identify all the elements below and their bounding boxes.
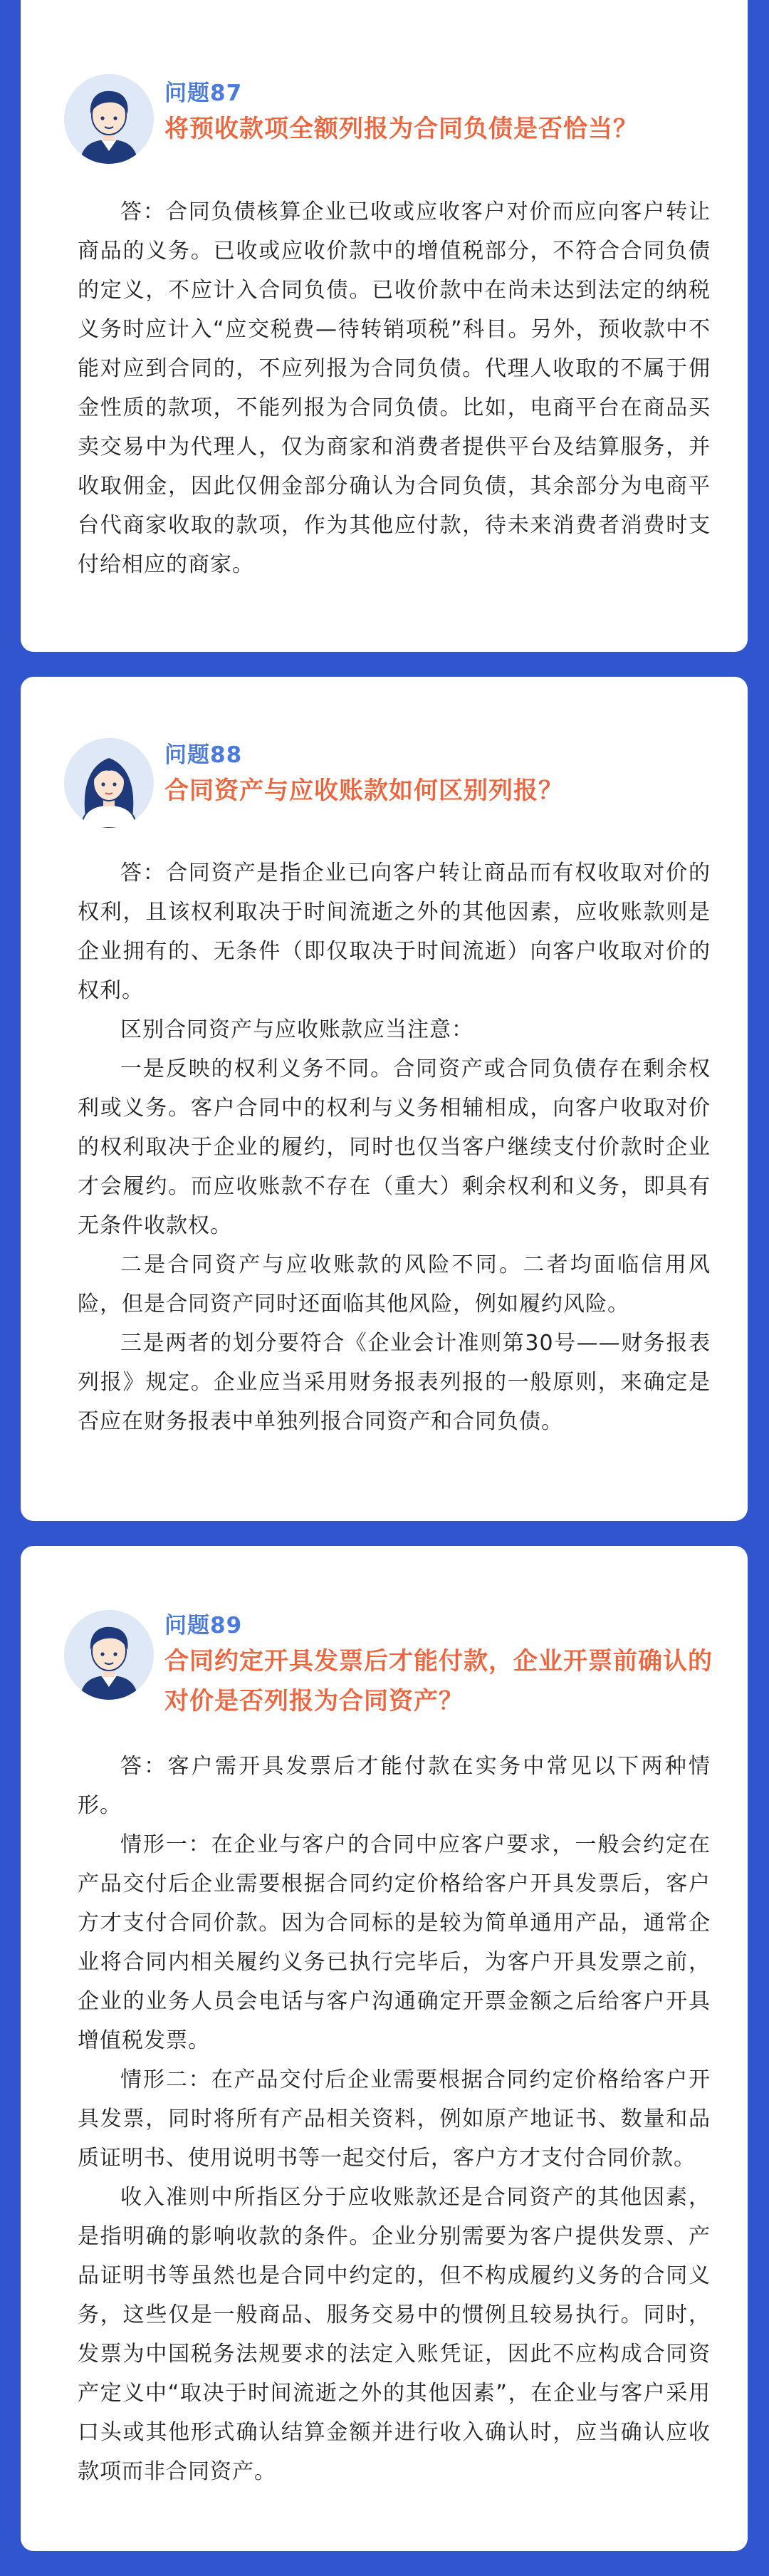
question-title: 将预收款项全额列报为合同负债是否恰当？: [164, 115, 638, 143]
question-title: 合同资产与应收账款如何区别列报？: [164, 777, 563, 805]
answer-paragraph: 二是合同资产与应收账款的风险不同。二者均面临信用风险，但是合同资产同时还面临其他风险，例如履约风险。: [78, 1252, 711, 1316]
answer-body: [78, 1747, 711, 2491]
question-header: [164, 78, 726, 149]
male-avatar-icon: [64, 74, 154, 164]
question-card-87: [21, 0, 748, 652]
question-header: [164, 739, 726, 811]
question-number: 问题87: [164, 80, 243, 106]
female-avatar-icon: [64, 738, 154, 828]
question-number: 问题88: [164, 742, 243, 768]
answer-paragraph: 情形一：在企业与客户的合同中应客户要求，一般会约定在产品交付后企业需要根据合同约定价格给客户开具发票后，客户方才支付合同价款。因为合同标的是较为简单通用产品，通常企业将合同内相关履约义务已执行完毕后，为客户开具发票之前，企业的业务人员会电话与客户沟通确定开票金额之后给客户开具增值税发票。: [78, 1832, 711, 2053]
question-card-89: [21, 1546, 748, 2551]
question-title: 合同约定开具发票后才能付款，企业开票前确认的对价是否列报为合同资产？: [164, 1647, 713, 1715]
question-number: 问题89: [164, 1613, 243, 1638]
question-header: [164, 1610, 726, 1721]
answer-paragraph: 收入准则中所指区分于应收账款还是合同资产的其他因素，是指明确的影响收款的条件。企业分别需要为客户提供发票、产品证明书等虽然也是合同中约定的，但不构成履约义务的合同义务，这些仅是一般商品、服务交易中的惯例且较易执行。同时，发票为中国税务法规要求的法定入账凭证，因此不应构成合同资产定义中“取决于时间流逝之外的其他因素”，在企业与客户采用口头或其他形式确认结算金额并进行收入确认时，应当确认应收款项而非合同资产。: [78, 2185, 711, 2484]
answer-body: [78, 192, 711, 584]
answer-paragraph: 三是两者的划分要符合《企业会计准则第30号——财务报表列报》规定。企业应当采用财务报表列报的一般原则，来确定是否应在财务报表中单独列报合同资产和合同负债。: [78, 1331, 711, 1434]
answer-paragraph: 答：合同资产是指企业已向客户转让商品而有权收取对价的权利，且该权利取决于时间流逝之外的其他因素，应收账款则是企业拥有的、无条件（即仅取决于时间流逝）向客户收取对价的权利。: [78, 861, 711, 1003]
answer-paragraph: 一是反映的权利义务不同。合同资产或合同负债存在剩余权利或义务。客户合同中的权利与义务相辅相成，向客户收取对价的权利取决于企业的履约，同时也仅当客户继续支付价款时企业才会履约。而应收账款不存在（重大）剩余权利和义务，即具有无条件收款权。: [78, 1056, 711, 1238]
answer-paragraph: 区别合同资产与应收账款应当注意：: [120, 1017, 474, 1042]
male-avatar-icon: [64, 1610, 154, 1700]
question-card-88: [21, 677, 748, 1521]
answer-paragraph: 答：合同负债核算企业已收或应收客户对价而应向客户转让商品的义务。已收或应收价款中的增值税部分，不符合合同负债的定义，不应计入合同负债。已收价款中在尚未达到法定的纳税义务时应计入“应交税费—待转销项税”科目。另外，预收款中不能对应到合同的，不应列报为合同负债。代理人收取的不属于佣金性质的款项，不能列报为合同负债。比如，电商平台在商品买卖交易中为代理人，仅为商家和消费者提供平台及结算服务，并收取佣金，因此仅佣金部分确认为合同负债，其余部分为电商平台代商家收取的款项，作为其他应付款，待未来消费者消费时支付给相应的商家。: [78, 199, 711, 577]
answer-body: [78, 853, 711, 1441]
answer-paragraph: 情形二：在产品交付后企业需要根据合同约定价格给客户开具发票，同时将所有产品相关资料，例如原产地证书、数量和品质证明书、使用说明书等一起交付后，客户方才支付合同价款。: [78, 2067, 711, 2171]
answer-paragraph: 答：客户需开具发票后才能付款在实务中常见以下两种情形。: [78, 1754, 711, 1818]
